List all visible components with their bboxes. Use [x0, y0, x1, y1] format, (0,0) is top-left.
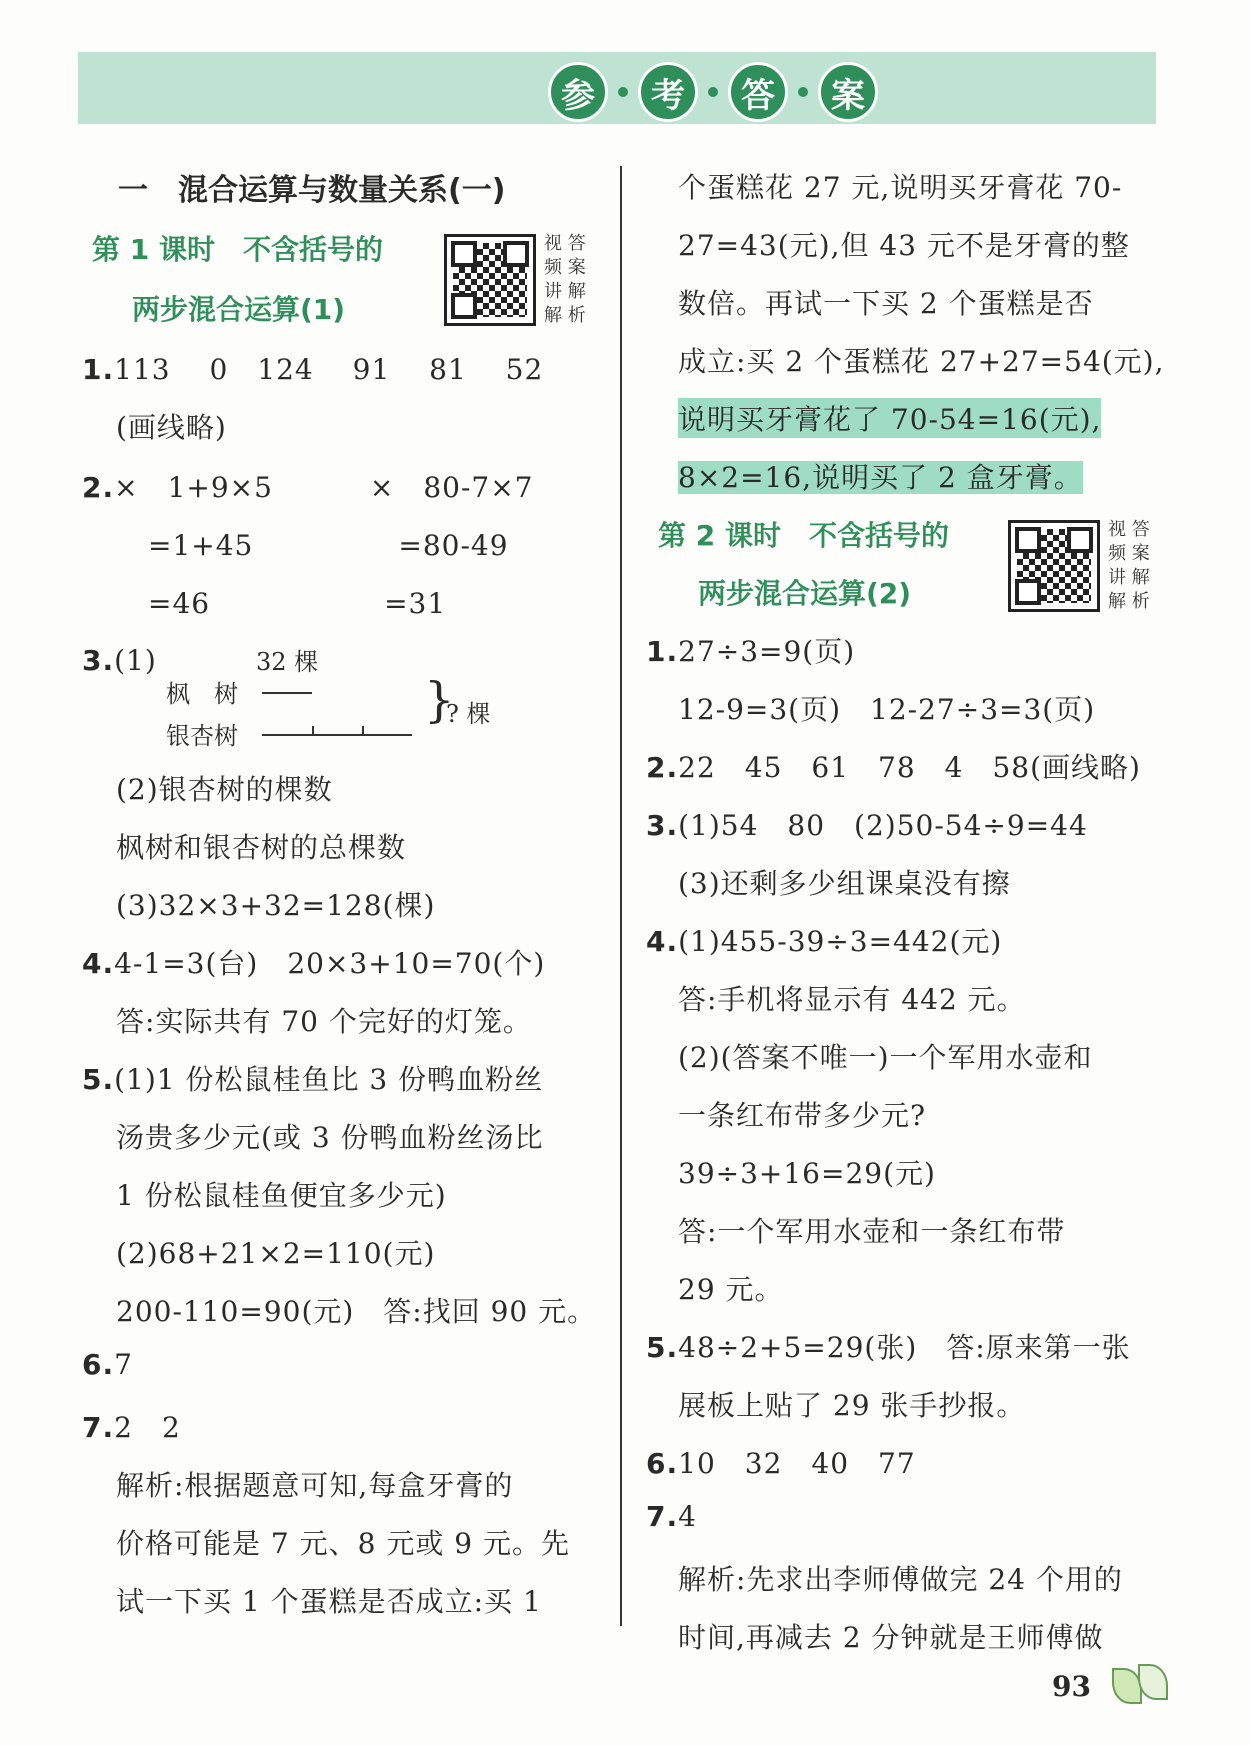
- answer-line: 数倍。再试一下买 2 个蛋糕是否: [678, 287, 1094, 320]
- answer-line: =1+45 =80-49: [148, 529, 509, 562]
- answer-line: (2)68+21×2=110(元): [116, 1237, 436, 1270]
- answer-line: 2.22 45 61 78 4 58(画线略): [646, 751, 1141, 784]
- answer-line: 3.(1)54 80 (2)50-54÷9=44: [646, 809, 1088, 842]
- answer-line: 汤贵多少元(或 3 份鸭血粉丝汤比: [116, 1121, 544, 1154]
- banner-title: [548, 62, 878, 122]
- diagram-row-maple: 枫 树: [166, 680, 238, 708]
- answer-line: 5.(1)1 份松鼠桂鱼比 3 份鸭血粉丝: [82, 1063, 544, 1096]
- lesson-2-title-line2: 两步混合运算(2): [698, 577, 912, 610]
- lesson-1-title-line2: 两步混合运算(1): [132, 293, 346, 326]
- answer-line: 答:一个军用水壶和一条红布带: [678, 1215, 1066, 1248]
- answer-line: 价格可能是 7 元、8 元或 9 元。先: [116, 1527, 570, 1560]
- diagram-segment: [262, 724, 412, 736]
- answer-line: (2)银杏树的棵数: [116, 773, 333, 806]
- column-divider: [620, 166, 622, 1626]
- answer-line: 试一下买 1 个蛋糕是否成立:买 1: [116, 1585, 542, 1618]
- answer-line: 29 元。: [678, 1273, 784, 1306]
- answer-line: 200-110=90(元) 答:找回 90 元。: [116, 1295, 597, 1328]
- page-number: 93: [1052, 1670, 1091, 1703]
- banner-char: 参: [548, 62, 608, 122]
- answer-line: 6.7: [82, 1348, 133, 1381]
- answer-line: 4.(1)455-39÷3=442(元): [646, 925, 1003, 958]
- diagram-total: ? 棵: [446, 700, 491, 728]
- header-banner: [78, 52, 1156, 124]
- qr-video-label: 视 答 频 案 讲 解 解 析: [544, 233, 586, 326]
- diagram-row-ginkgo: 银杏树: [166, 722, 238, 750]
- answer-line: 枫树和银杏树的总棵数: [116, 831, 407, 864]
- qr-code-icon[interactable]: [1008, 520, 1100, 612]
- answer-line: 成立:买 2 个蛋糕花 27+27=54(元),: [678, 345, 1165, 378]
- banner-char: 答: [728, 62, 788, 122]
- answer-line: 5.48÷2+5=29(张) 答:原来第一张: [646, 1331, 1131, 1364]
- banner-char: 考: [638, 62, 698, 122]
- answer-line: 4.4-1=3(台) 20×3+10=70(个): [82, 947, 546, 980]
- answer-line-highlighted: 说明买牙膏花了 70-54=16(元),: [678, 398, 1101, 438]
- answer-line: (3)32×3+32=128(棵): [116, 889, 436, 922]
- answer-line: 展板上贴了 29 张手抄报。: [678, 1389, 1026, 1422]
- lesson-1-title-line1: 第 1 课时 不含括号的: [92, 233, 383, 266]
- banner-dot: [708, 87, 718, 97]
- answer-line: 1 份松鼠桂鱼便宜多少元): [116, 1179, 447, 1212]
- diagram-top-label: 32 棵: [256, 648, 319, 676]
- answer-line: 答:实际共有 70 个完好的灯笼。: [116, 1005, 532, 1038]
- answer-line: 7.2 2: [82, 1411, 181, 1444]
- answer-line: (2)(答案不唯一)一个军用水壶和: [678, 1041, 1093, 1074]
- qr-video-label: 视 答 频 案 讲 解 解 析: [1108, 519, 1150, 612]
- answer-line: 7.4: [646, 1500, 697, 1533]
- answer-line: 答:手机将显示有 442 元。: [678, 983, 1026, 1016]
- diagram-segment: [262, 682, 312, 694]
- answer-line: 1.27÷3=9(页): [646, 635, 856, 668]
- qr-code-icon[interactable]: [444, 234, 536, 326]
- banner-char: 案: [818, 62, 878, 122]
- lesson-2-title-line1: 第 2 课时 不含括号的: [658, 519, 949, 552]
- banner-dot: [618, 87, 628, 97]
- answer-line: 12-9=3(页) 12-27÷3=3(页): [678, 693, 1096, 726]
- answer-line: 6.10 32 40 77: [646, 1447, 916, 1480]
- answer-line: 时间,再减去 2 分钟就是王师傅做: [678, 1621, 1104, 1654]
- answer-line: (3)还剩多少组课桌没有擦: [678, 867, 1011, 900]
- answer-line: 一条红布带多少元?: [678, 1099, 927, 1132]
- answer-line: 3.(1): [82, 644, 157, 677]
- answer-line: 39÷3+16=29(元): [678, 1157, 936, 1190]
- answer-line: 解析:根据题意可知,每盒牙膏的: [116, 1469, 514, 1502]
- answer-line-highlighted: 8×2=16,说明买了 2 盒牙膏。: [678, 461, 1083, 494]
- answer-line: 1.113 0 124 91 81 52: [82, 353, 544, 386]
- leaf-icon: [1138, 1664, 1168, 1700]
- banner-dot: [798, 87, 808, 97]
- answer-line: (画线略): [116, 411, 227, 444]
- answer-line: 27=43(元),但 43 元不是牙膏的整: [678, 229, 1130, 262]
- answer-line: =46 =31: [148, 587, 447, 620]
- diagram-brace: }: [424, 672, 455, 728]
- answer-line: 个蛋糕花 27 元,说明买牙膏花 70-: [678, 171, 1123, 204]
- answer-line: 解析:先求出李师傅做完 24 个用的: [678, 1563, 1123, 1596]
- unit-title: 一 混合运算与数量关系(一): [118, 173, 506, 208]
- answer-line: 2.× 1+9×5 × 80-7×7: [82, 471, 534, 504]
